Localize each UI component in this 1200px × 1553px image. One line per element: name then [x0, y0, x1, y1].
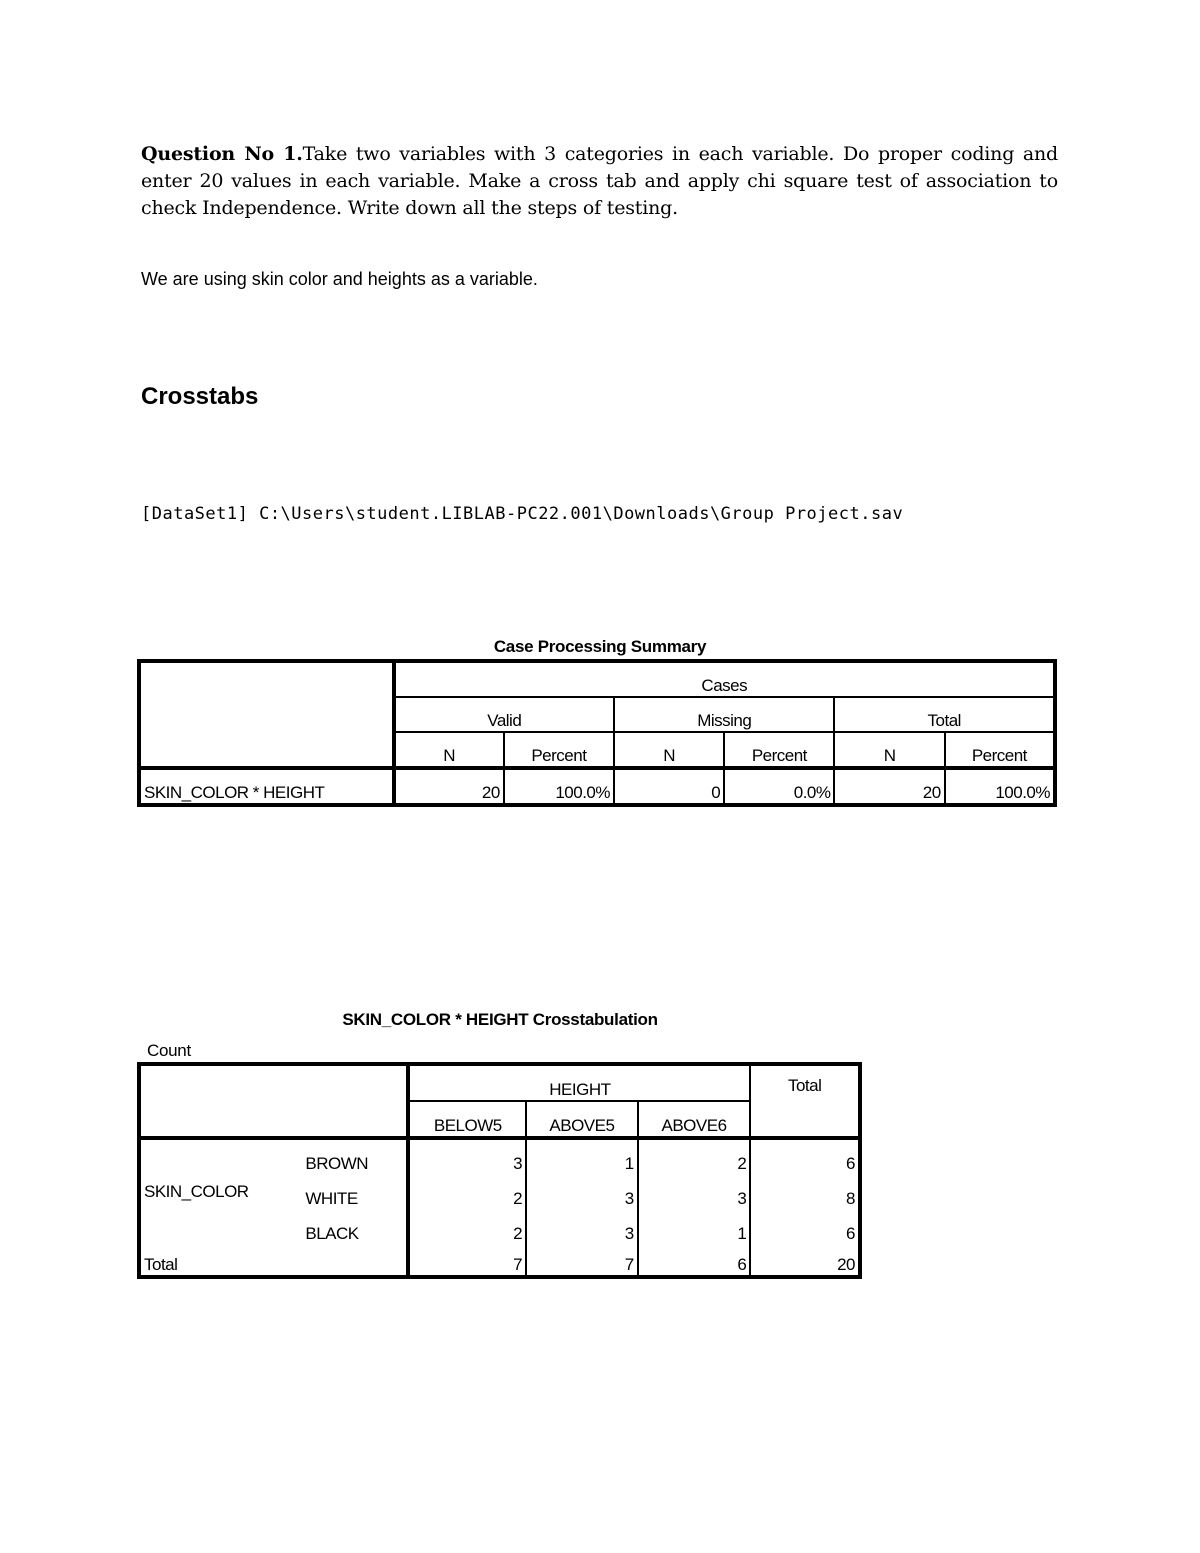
value-cell: 6 [638, 1245, 751, 1278]
row-total-cell: 6 [750, 1210, 860, 1245]
value-cell: 7 [408, 1245, 526, 1278]
value-cell: 7 [526, 1245, 638, 1278]
subheader-cell: Percent [504, 732, 614, 768]
value-cell: 0 [614, 768, 724, 805]
question-paragraph [141, 141, 1058, 222]
corner-cell [139, 661, 394, 768]
value-cell: 3 [408, 1138, 526, 1175]
row-label: SKIN_COLOR * HEIGHT [144, 783, 325, 802]
value-cell: 2 [408, 1175, 526, 1210]
row-label: BLACK [305, 1224, 359, 1243]
corner-cell [139, 1064, 408, 1138]
total-row [139, 1245, 860, 1278]
value-cell: 1 [638, 1210, 751, 1245]
case-summary-title: Case Processing Summary [493, 637, 707, 656]
total-row-label: Total [144, 1255, 178, 1274]
value-cell: 2 [638, 1138, 751, 1175]
crosstabs-heading: Crosstabs [141, 383, 259, 410]
subheader-cell: N [834, 732, 944, 768]
column-header-below5: BELOW5 [408, 1101, 526, 1138]
subheader-cell: N [614, 732, 724, 768]
row-total-cell: 8 [750, 1175, 860, 1210]
column-header-above5: ABOVE5 [526, 1101, 638, 1138]
skin-color-label: SKIN_COLOR [144, 1182, 249, 1201]
group-header-missing: Missing [614, 697, 834, 732]
value-cell: 0.0% [724, 768, 834, 805]
value-cell: 1 [526, 1138, 638, 1175]
value-cell: 100.0% [945, 768, 1055, 805]
height-header: HEIGHT [408, 1064, 750, 1101]
row-label: WHITE [305, 1189, 358, 1208]
value-cell: 3 [526, 1175, 638, 1210]
subheader-cell: Percent [724, 732, 834, 768]
value-cell: 20 [394, 768, 504, 805]
grand-total-cell: 20 [750, 1245, 860, 1278]
total-header: Total [750, 1064, 860, 1138]
subheader-cell: Percent [945, 732, 1055, 768]
value-cell: 3 [638, 1175, 751, 1210]
table-row [139, 1138, 860, 1175]
value-cell: 2 [408, 1210, 526, 1245]
table-row [139, 768, 1055, 805]
value-cell: 20 [834, 768, 944, 805]
question-text: Take two variables with 3 categories in each variable. Do proper coding and enter 20 values in each variable. Make a cross tab and apply chi square test of association to check Independence. Write down all the steps of testing. [141, 143, 1058, 219]
crosstabulation-table [137, 1062, 862, 1279]
dataset-path-line: [DataSet1] C:\Users\student.LIBLAB-PC22.001\Downloads\Group Project.sav [141, 504, 904, 524]
column-header-above6: ABOVE6 [638, 1101, 751, 1138]
value-cell: 100.0% [504, 768, 614, 805]
crosstab-title: SKIN_COLOR * HEIGHT Crosstabulation [342, 1010, 658, 1029]
case-processing-summary-table [137, 659, 1057, 807]
cases-header: Cases [394, 661, 1055, 697]
count-label: Count [147, 1041, 191, 1060]
value-cell: 3 [526, 1210, 638, 1245]
variables-note: We are using skin color and heights as a variable. [141, 269, 538, 289]
row-label: BROWN [305, 1154, 369, 1173]
question-label: Question No 1. [141, 143, 303, 165]
subheader-cell: N [394, 732, 504, 768]
group-header-total: Total [834, 697, 1055, 732]
row-total-cell: 6 [750, 1138, 860, 1175]
group-header-valid: Valid [394, 697, 614, 732]
